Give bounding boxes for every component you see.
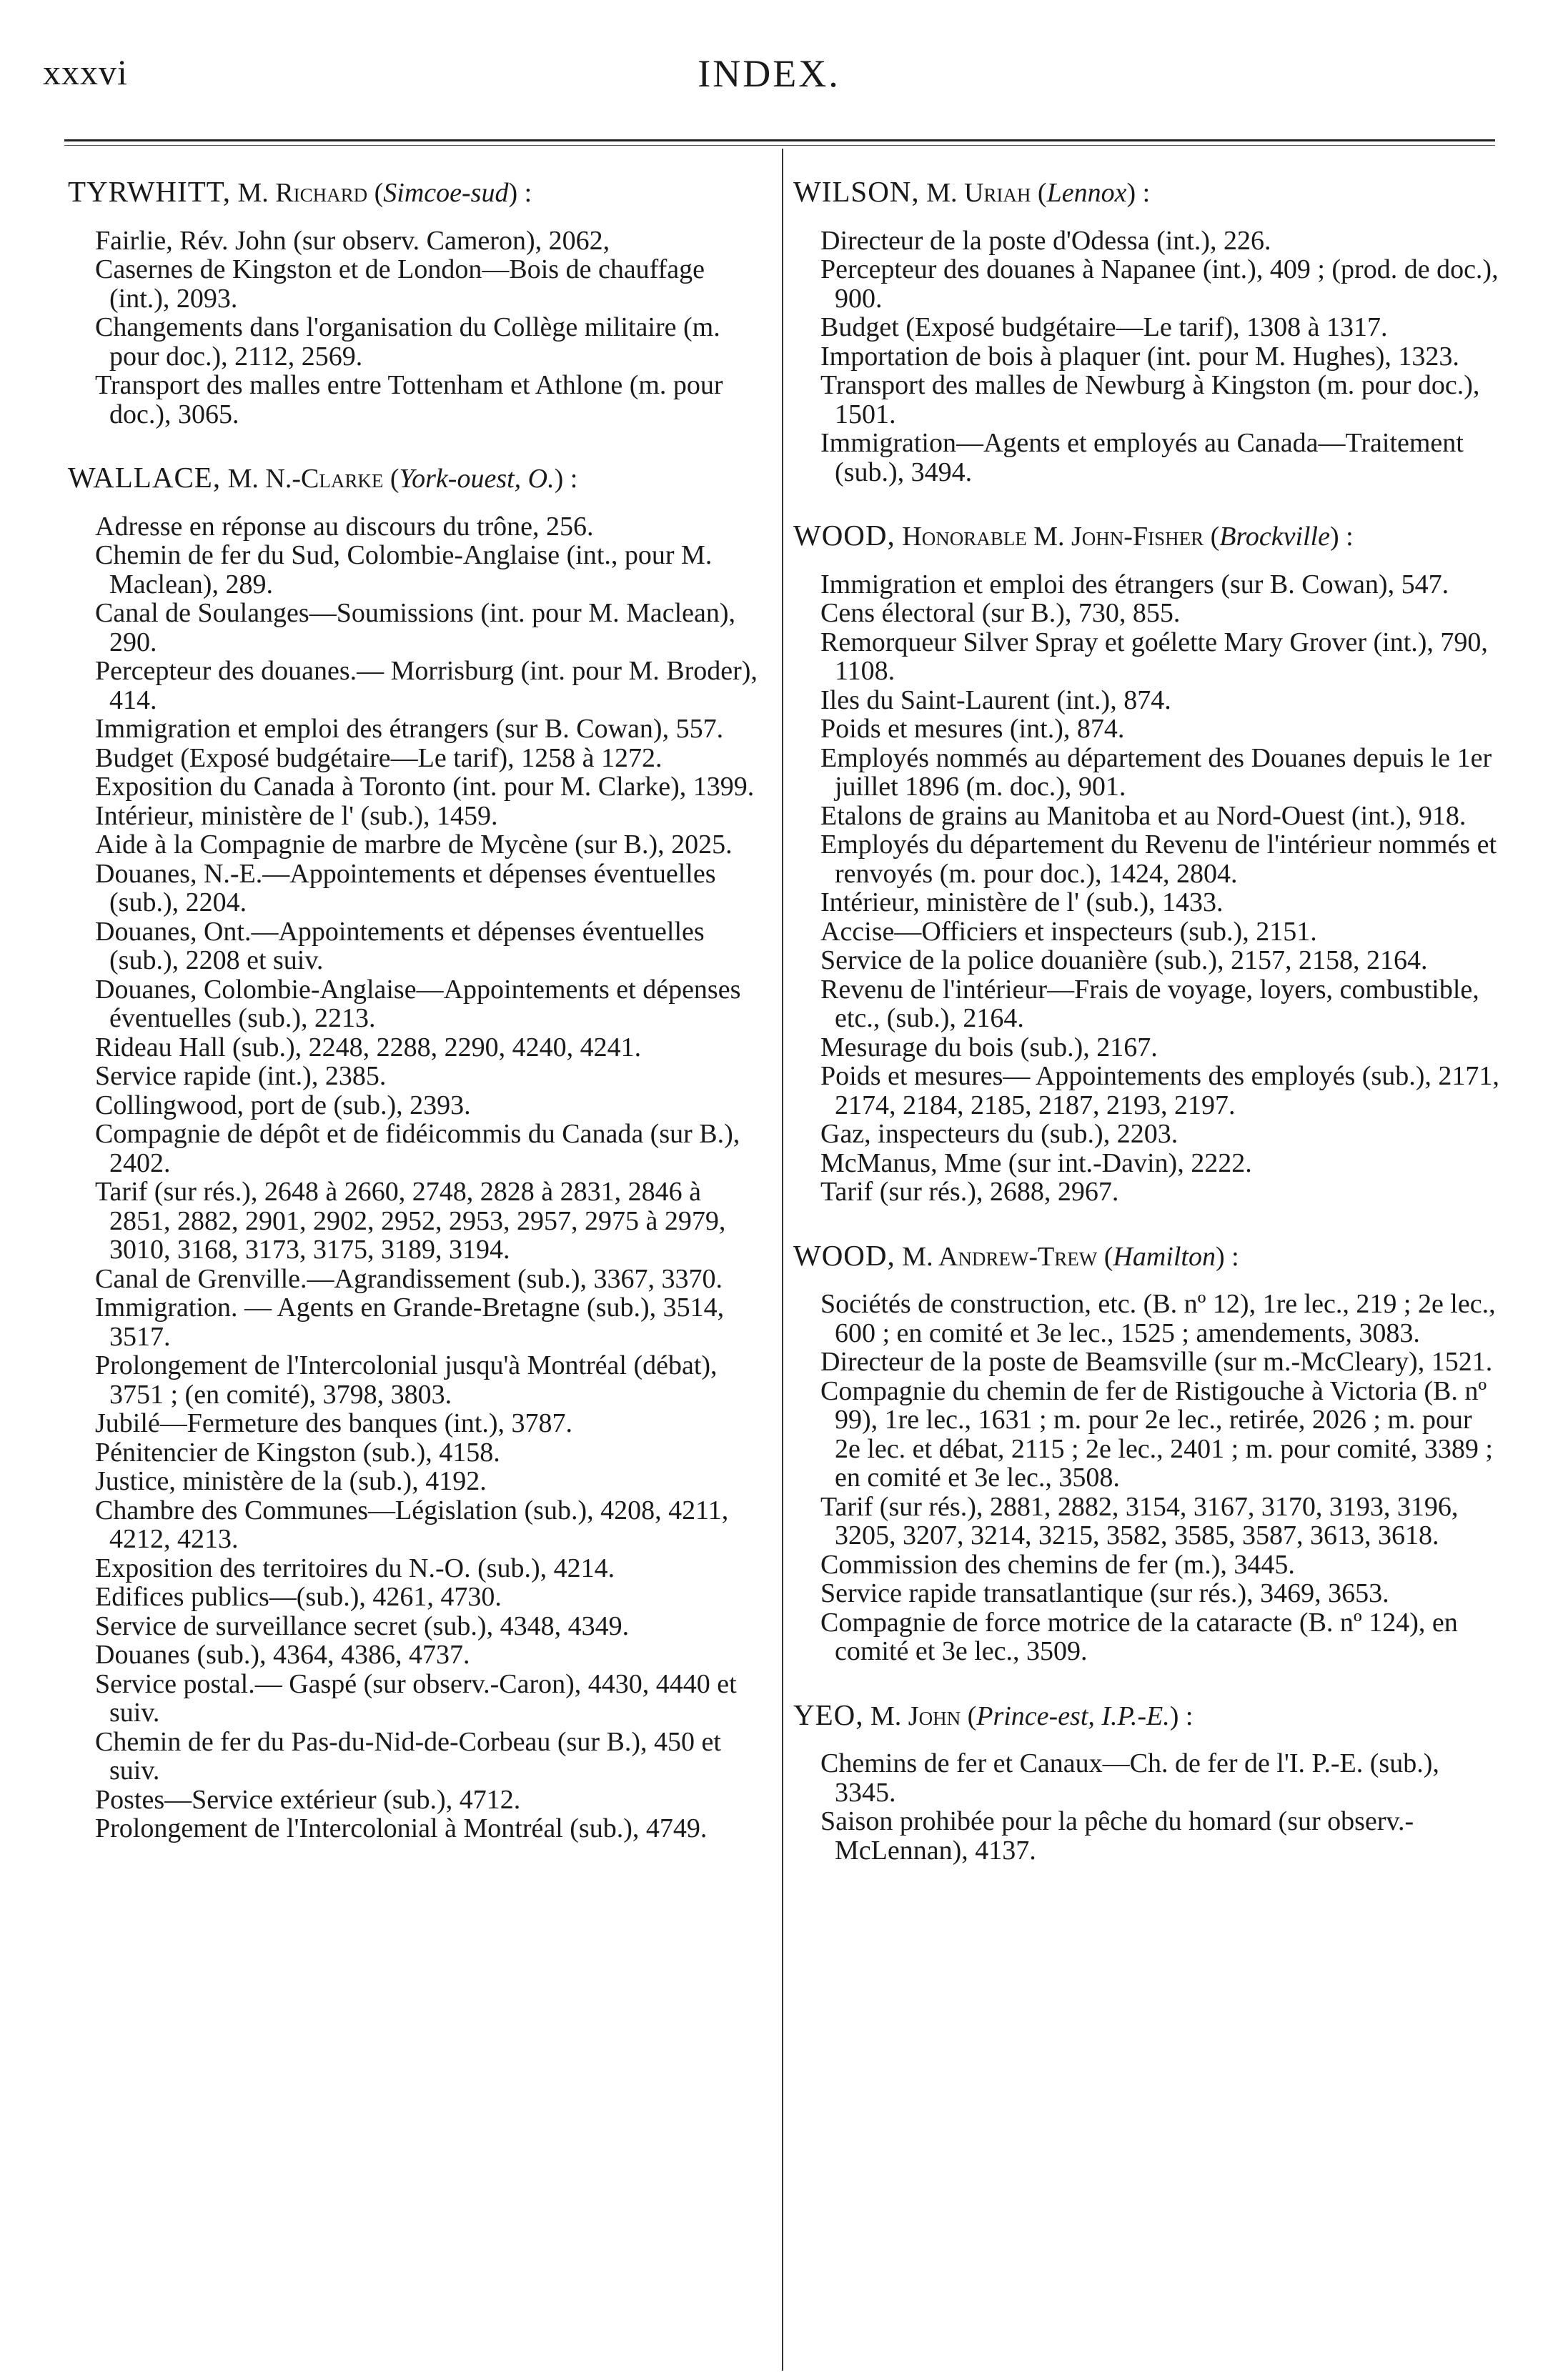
index-subentry: Immigration. — Agents en Grande-Bretagne (sub.), 3514, 3517. — [95, 1293, 725, 1352]
index-subentry: Chambre des Communes—Législation (sub.), 4208, 4211, 4212, 4213. — [95, 1495, 729, 1554]
index-subentry: Directeur de la poste d'Odessa (int.), 226. — [820, 225, 1271, 256]
entry-heading: TYRWHITT, M. Richard (Simcoe-sud) : — [68, 175, 532, 208]
index-subentry: Douanes, Colombie-Anglaise—Appointements et dépenses éventuelles (sub.), 2213. — [95, 974, 741, 1033]
index-entry — [68, 461, 768, 1843]
index-subentry: Revenu de l'intérieur—Frais de voyage, loyers, combustible, etc., (sub.), 2164. — [820, 974, 1479, 1033]
entry-heading: YEO, M. John (Prince-est, I.P.-E.) : — [793, 1698, 1194, 1731]
index-subentry: Mesurage du bois (sub.), 2167. — [820, 1032, 1158, 1062]
entry-riding: Lennox — [1046, 178, 1127, 208]
entry-given-name: M. John — [870, 1701, 961, 1731]
index-subentry: Immigration—Agents et employés au Canada—Traitement (sub.), 3494. — [820, 428, 1464, 487]
entry-given-name: M. Uriah — [926, 178, 1031, 208]
index-subentry: Cens électoral (sur B.), 730, 855. — [820, 598, 1181, 628]
entry-surname: WOOD, — [793, 1238, 895, 1272]
page-number: xxxvi — [43, 52, 128, 92]
entry-riding: Prince-est, I.P.-E. — [976, 1701, 1170, 1731]
entry-riding: York-ouest, O. — [399, 464, 555, 494]
entry-riding: Simcoe-sud — [383, 178, 509, 208]
entry-surname: YEO, — [793, 1698, 864, 1731]
index-subentry: Service de la police douanière (sub.), 2157, 2158, 2164. — [820, 945, 1428, 975]
index-subentry: Prolongement de l'Intercolonial jusqu'à Montréal (débat), 3751 ; (en comité), 3798, 3803. — [95, 1350, 718, 1410]
index-subentry: Exposition des territoires du N.-O. (sub.), 4214. — [95, 1553, 615, 1583]
index-subentry: Budget (Exposé budgétaire—Le tarif), 1308 à 1317. — [820, 312, 1388, 342]
index-entry — [793, 1698, 1501, 1866]
index-subentry: Chemin de fer du Sud, Colombie-Anglaise (int., pour M. Maclean), 289. — [95, 540, 713, 599]
index-subentry: Changements dans l'organisation du Collège militaire (m. pour doc.), 2112, 2569. — [95, 312, 720, 372]
index-subentry: Douanes, N.-E.—Appointements et dépenses éventuelles (sub.), 2204. — [95, 858, 716, 917]
entry-given-name: M. Andrew-Trew — [902, 1241, 1098, 1272]
index-subentry: Etalons de grains au Manitoba et au Nord-Ouest (int.), 918. — [820, 800, 1467, 831]
index-subentry: Directeur de la poste de Beamsville (sur m.-McCleary), 1521. — [820, 1347, 1493, 1377]
entry-surname: WALLACE, — [68, 461, 222, 494]
running-title: INDEX. — [698, 52, 840, 95]
left-column — [68, 175, 768, 1878]
entry-heading: WOOD, Honorable M. John-Fisher (Brockville) : — [793, 519, 1354, 552]
index-subentry: Canal de Soulanges—Soumissions (int. pour M. Maclean), 290. — [95, 598, 736, 657]
index-subentry: Service de surveillance secret (sub.), 4348, 4349. — [95, 1610, 630, 1641]
index-subentry: Poids et mesures— Appointements des employés (sub.), 2171, 2174, 2184, 2185, 2187, 2193, 2197. — [820, 1061, 1499, 1120]
index-subentry: Compagnie du chemin de fer de Ristigouche à Victoria (B. nº 99), 1re lec., 1631 ; m. pour 2e lec., retirée, 2026 ; m. pour 2e lec. et débat, 2115 ; 2e lec., 2401 ; m. pour comité, 3389 ; en comité et 3e lec., 3508. — [820, 1375, 1493, 1493]
page-header — [43, 51, 1495, 101]
index-subentry: Immigration et emploi des étrangers (sur B. Cowan), 547. — [820, 569, 1449, 599]
index-subentry: Intérieur, ministère de l' (sub.), 1459. — [95, 800, 498, 831]
index-entry — [793, 1238, 1501, 1666]
index-entry — [793, 175, 1501, 487]
index-subentry: Tarif (sur rés.), 2688, 2967. — [820, 1177, 1119, 1207]
header-rule — [64, 139, 1495, 141]
index-subentry: Chemin de fer du Pas-du-Nid-de-Corbeau (sur B.), 450 et suiv. — [95, 1726, 721, 1786]
index-subentry: Rideau Hall (sub.), 2248, 2288, 2290, 4240, 4241. — [95, 1032, 642, 1062]
index-subentry: Aide à la Compagnie de marbre de Mycène (sur B.), 2025. — [95, 830, 733, 860]
index-subentry: Tarif (sur rés.), 2881, 2882, 3154, 3167, 3170, 3193, 3196, 3205, 3207, 3214, 3215, 3582, 3585, 3587, 3613, 3618. — [820, 1491, 1459, 1550]
index-subentry: Saison prohibée pour la pêche du homard (sur observ.-McLennan), 4137. — [820, 1806, 1414, 1866]
index-subentry: Percepteur des douanes à Napanee (int.), 409 ; (prod. de doc.), 900. — [820, 254, 1499, 314]
index-subentry: Chemins de fer et Canaux—Ch. de fer de l'I. P.-E. (sub.), 3345. — [820, 1748, 1439, 1808]
index-subentry: Fairlie, Rév. John (sur observ. Cameron), 2062, — [95, 225, 610, 256]
index-subentry: Casernes de Kingston et de London—Bois de chauffage (int.), 2093. — [95, 254, 705, 314]
header-rule-thin — [64, 145, 1495, 146]
index-subentry: Adresse en réponse au discours du trône, 256. — [95, 511, 594, 542]
index-subentry: Poids et mesures (int.), 874. — [820, 714, 1125, 744]
index-subentry: Tarif (sur rés.), 2648 à 2660, 2748, 2828 à 2831, 2846 à 2851, 2882, 2901, 2902, 2952, 2953, 2957, 2975 à 2979, 3010, 3168, 3173, 3175, 3189, 3194. — [95, 1177, 726, 1265]
entry-surname: TYRWHITT, — [68, 175, 231, 208]
index-subentry: Budget (Exposé budgétaire—Le tarif), 1258 à 1272. — [95, 742, 663, 773]
entry-surname: WOOD, — [793, 519, 895, 552]
index-subentry: Importation de bois à plaquer (int. pour M. Hughes), 1323. — [820, 341, 1459, 372]
index-subentry: Commission des chemins de fer (m.), 3445. — [820, 1549, 1295, 1580]
index-subentry: Transport des malles entre Tottenham et Athlone (m. pour doc.), 3065. — [95, 370, 723, 429]
index-subentry: Canal de Grenville.—Agrandissement (sub.), 3367, 3370. — [95, 1263, 723, 1294]
index-subentry: Transport des malles de Newburg à Kingston (m. pour doc.), 1501. — [820, 370, 1480, 429]
index-subentry: Gaz, inspecteurs du (sub.), 2203. — [820, 1119, 1179, 1149]
index-subentry: Accise—Officiers et inspecteurs (sub.), 2151. — [820, 916, 1317, 947]
entry-heading: WOOD, M. Andrew-Trew (Hamilton) : — [793, 1238, 1239, 1272]
index-subentry: McManus, Mme (sur int.-Davin), 2222. — [820, 1147, 1252, 1178]
index-subentry: Employés du département du Revenu de l'intérieur nommés et renvoyés (m. pour doc.), 1424, 2804. — [820, 830, 1497, 889]
index-entry — [68, 175, 768, 429]
index-subentry: Iles du Saint-Laurent (int.), 874. — [820, 684, 1171, 715]
index-subentry: Exposition du Canada à Toronto (int. pour M. Clarke), 1399. — [95, 772, 755, 802]
column-divider — [782, 149, 783, 2371]
entry-heading: WILSON, M. Uriah (Lennox) : — [793, 175, 1151, 208]
entry-riding: Hamilton — [1113, 1241, 1216, 1272]
entry-given-name: Honorable M. John-Fisher — [902, 522, 1204, 552]
index-subentry: Jubilé—Fermeture des banques (int.), 3787. — [95, 1408, 573, 1438]
index-subentry: Compagnie de force motrice de la cataracte (B. nº 124), en comité et 3e lec., 3509. — [820, 1607, 1458, 1666]
entry-heading: WALLACE, M. N.-Clarke (York-ouest, O.) : — [68, 461, 578, 494]
index-subentry: Douanes, Ont.—Appointements et dépenses éventuelles (sub.), 2208 et suiv. — [95, 916, 705, 975]
entry-given-name: M. N.-Clarke — [227, 464, 384, 494]
index-subentry: Pénitencier de Kingston (sub.), 4158. — [95, 1437, 500, 1468]
index-subentry: Edifices publics—(sub.), 4261, 4730. — [95, 1582, 502, 1612]
index-subentry: Service postal.— Gaspé (sur observ.-Caron), 4430, 4440 et suiv. — [95, 1668, 737, 1728]
index-subentry: Service rapide transatlantique (sur rés.), 3469, 3653. — [820, 1578, 1389, 1608]
entry-riding: Brockville — [1219, 522, 1330, 552]
index-subentry: Postes—Service extérieur (sub.), 4712. — [95, 1784, 521, 1815]
index-subentry: Remorqueur Silver Spray et goélette Mary Grover (int.), 790, 1108. — [820, 627, 1488, 686]
index-subentry: Intérieur, ministère de l' (sub.), 1433. — [820, 887, 1224, 917]
index-subentry: Immigration et emploi des étrangers (sur B. Cowan), 557. — [95, 714, 724, 744]
entry-given-name: M. Richard — [237, 178, 368, 208]
index-subentry: Collingwood, port de (sub.), 2393. — [95, 1090, 471, 1120]
index-subentry: Sociétés de construction, etc. (B. nº 12), 1re lec., 219 ; 2e lec., 600 ; en comité et 3e lec., 1525 ; amendements, 3083. — [820, 1289, 1496, 1348]
index-subentry: Compagnie de dépôt et de fidéicommis du Canada (sur B.), 2402. — [95, 1119, 740, 1178]
entry-surname: WILSON, — [793, 175, 920, 208]
index-subentry: Douanes (sub.), 4364, 4386, 4737. — [95, 1640, 470, 1670]
index-subentry: Justice, ministère de la (sub.), 4192. — [95, 1466, 487, 1496]
index-subentry: Employés nommés au département des Douanes depuis le 1er juillet 1896 (m. doc.), 901. — [820, 742, 1492, 802]
index-entry — [793, 519, 1501, 1207]
index-subentry: Percepteur des douanes.— Morrisburg (int. pour M. Broder), 414. — [95, 656, 758, 715]
index-subentry: Prolongement de l'Intercolonial à Montréal (sub.), 4749. — [95, 1813, 708, 1843]
right-column — [793, 175, 1501, 1899]
index-subentry: Service rapide (int.), 2385. — [95, 1061, 387, 1091]
